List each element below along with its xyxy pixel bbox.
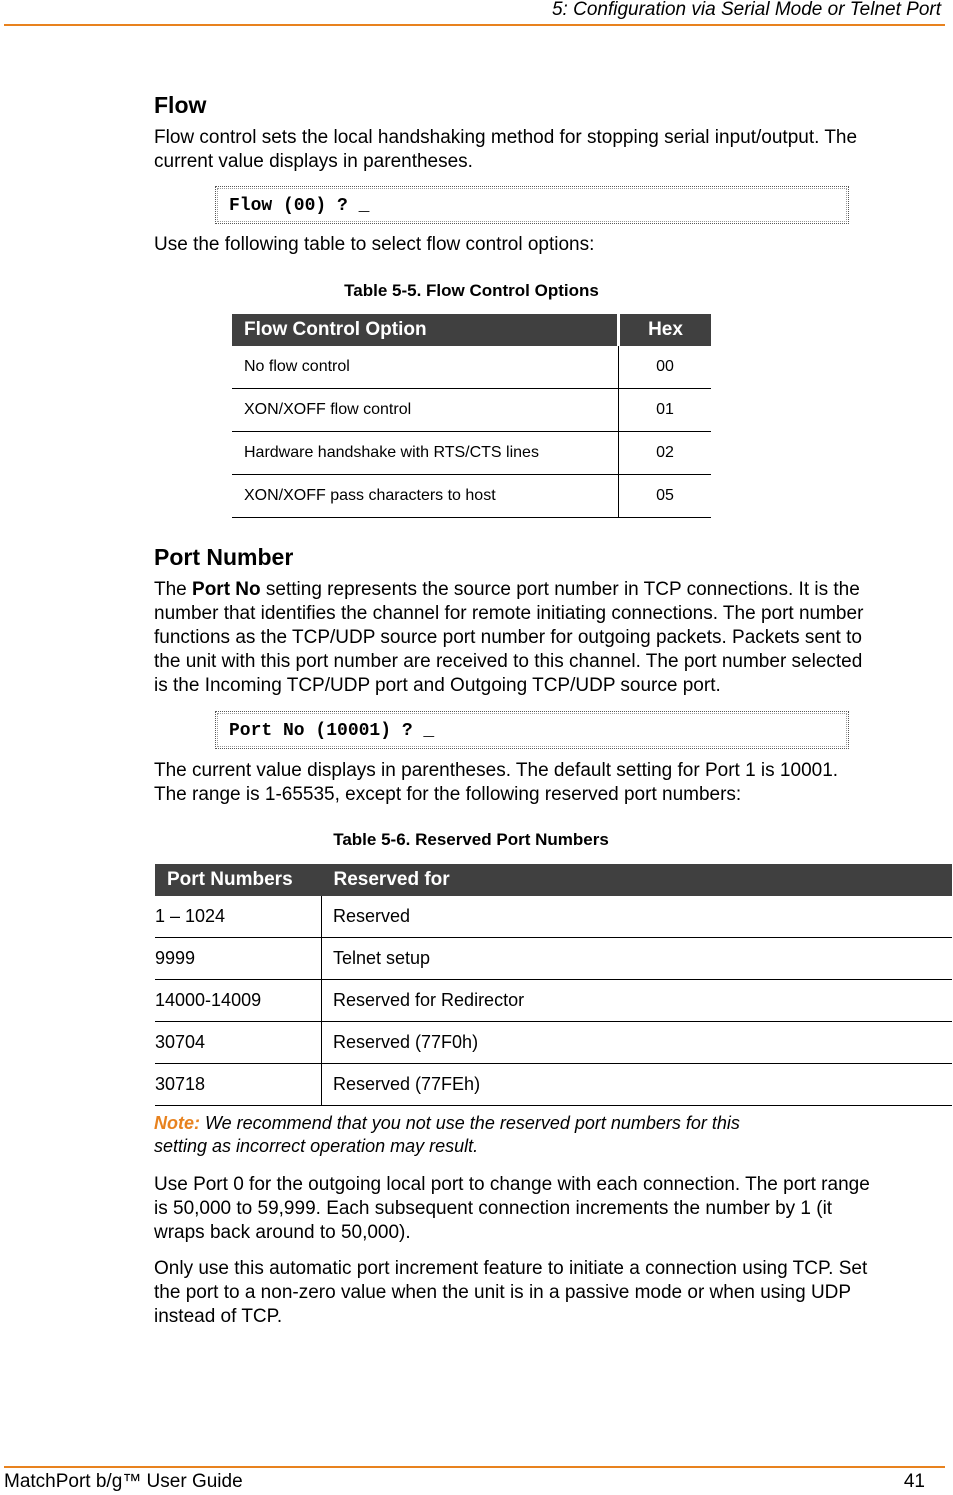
table-row bbox=[155, 896, 952, 938]
para1-line3: wraps back around to 50,000). bbox=[154, 1222, 411, 1243]
option-cell: XON/XOFF flow control bbox=[232, 389, 619, 432]
port-table-caption: Table 5-6. Reserved Port Numbers bbox=[333, 830, 609, 849]
port-intro-line2: number that identifies the channel for remote initiating connections. The port number bbox=[154, 603, 864, 624]
port-after-line2: The range is 1-65535, except for the following reserved port numbers: bbox=[154, 784, 742, 805]
port-cell: 30704 bbox=[155, 1022, 322, 1064]
flow-control-table bbox=[232, 314, 711, 518]
port-intro-line3: functions as the TCP/UDP source port number for outgoing packets. Packets sent to bbox=[154, 627, 862, 648]
para1-line1: Use Port 0 for the outgoing local port to change with each connection. The port range bbox=[154, 1174, 870, 1195]
table-row bbox=[155, 1064, 952, 1106]
port-heading: Port Number bbox=[154, 544, 294, 570]
column-header-hex: Hex bbox=[619, 314, 712, 346]
table-row bbox=[232, 432, 711, 475]
port-cell: 30718 bbox=[155, 1064, 322, 1106]
para2-line2: the port to a non-zero value when the unit is in a passive mode or when using UDP bbox=[154, 1282, 852, 1303]
column-header-option: Flow Control Option bbox=[232, 314, 619, 346]
port-no-term: Port No bbox=[192, 579, 261, 600]
port-cell: 14000-14009 bbox=[155, 980, 322, 1022]
port-cell: 1 – 1024 bbox=[155, 896, 322, 938]
page-number: 41 bbox=[903, 1471, 925, 1492]
hex-cell: 00 bbox=[619, 346, 712, 389]
table-row bbox=[155, 980, 952, 1022]
intro-text: The bbox=[154, 579, 193, 600]
column-header-port-numbers: Port Numbers bbox=[155, 864, 322, 896]
table-header-row bbox=[155, 864, 952, 896]
flow-prompt-box: Flow (00) ? _ bbox=[215, 186, 849, 224]
reserved-cell: Telnet setup bbox=[322, 938, 953, 980]
port-intro-line5: is the Incoming TCP/UDP port and Outgoing TCP/UDP source port. bbox=[154, 675, 721, 696]
table-row bbox=[232, 475, 711, 518]
port-cell: 9999 bbox=[155, 938, 322, 980]
hex-cell: 01 bbox=[619, 389, 712, 432]
reserved-cell: Reserved (77F0h) bbox=[322, 1022, 953, 1064]
option-cell: No flow control bbox=[232, 346, 619, 389]
flow-heading: Flow bbox=[154, 92, 207, 118]
table-row bbox=[232, 346, 711, 389]
reserved-cell: Reserved for Redirector bbox=[322, 980, 953, 1022]
port-intro-line4: the unit with this port number are received to this channel. The port number selected bbox=[154, 651, 863, 672]
note-line2: setting as incorrect operation may result. bbox=[154, 1136, 479, 1156]
intro-text: setting represents the source port number in TCP connections. It is the bbox=[260, 579, 860, 600]
table-row bbox=[155, 938, 952, 980]
hex-cell: 02 bbox=[619, 432, 712, 475]
flow-intro-line1: Flow control sets the local handshaking method for stopping serial input/output. The bbox=[154, 127, 858, 148]
footer-rule bbox=[4, 1466, 945, 1468]
para2-line1: Only use this automatic port increment feature to initiate a connection using TCP. Set bbox=[154, 1258, 868, 1279]
port-intro-line1 bbox=[154, 578, 860, 602]
column-header-reserved-for: Reserved for bbox=[322, 864, 953, 896]
table-header-row bbox=[232, 314, 711, 346]
footer-title: MatchPort b/g™ User Guide bbox=[4, 1471, 243, 1492]
note-text: We recommend that you not use the reserved port numbers for this bbox=[200, 1113, 740, 1133]
table-row bbox=[232, 389, 711, 432]
flow-intro-line2: current value displays in parentheses. bbox=[154, 151, 473, 172]
header-rule bbox=[4, 24, 945, 26]
reserved-cell: Reserved (77FEh) bbox=[322, 1064, 953, 1106]
running-header: 5: Configuration via Serial Mode or Telnet Port bbox=[551, 0, 941, 20]
reserved-ports-table bbox=[155, 864, 952, 1106]
hex-cell: 05 bbox=[619, 475, 712, 518]
option-cell: Hardware handshake with RTS/CTS lines bbox=[232, 432, 619, 475]
option-cell: XON/XOFF pass characters to host bbox=[232, 475, 619, 518]
table-row bbox=[155, 1022, 952, 1064]
port-after-line1: The current value displays in parentheses. The default setting for Port 1 is 10001. bbox=[154, 760, 839, 781]
para2-line3: instead of TCP. bbox=[154, 1306, 283, 1327]
para1-line2: is 50,000 to 59,999. Each subsequent connection increments the number by 1 (it bbox=[154, 1198, 833, 1219]
note-label: Note: bbox=[154, 1113, 200, 1133]
reserved-cell: Reserved bbox=[322, 896, 953, 938]
flow-table-caption: Table 5-5. Flow Control Options bbox=[344, 281, 599, 300]
flow-table-intro: Use the following table to select flow control options: bbox=[154, 234, 595, 255]
port-prompt-box: Port No (10001) ? _ bbox=[215, 711, 849, 749]
note-line1 bbox=[154, 1112, 740, 1135]
